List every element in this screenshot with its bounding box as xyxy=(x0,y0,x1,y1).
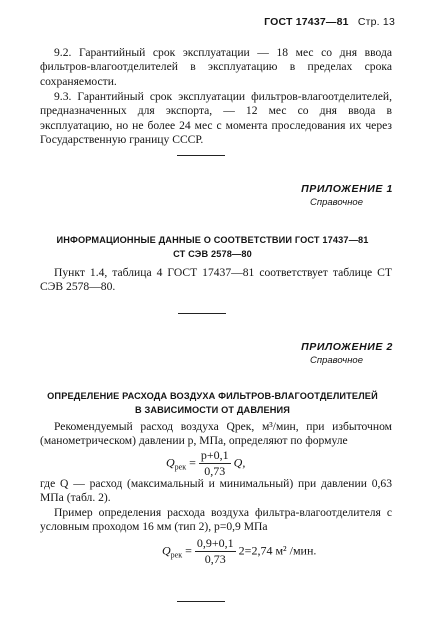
formula-example xyxy=(162,536,316,567)
formula-fraction xyxy=(195,536,236,567)
formula-recommended-flow xyxy=(166,448,245,479)
formula-lhs: Q xyxy=(166,455,175,470)
appendix-1-note: Справочное xyxy=(310,197,363,208)
appendix-1-heading-line-2: СТ СЭВ 2578—80 xyxy=(173,249,252,259)
appendix-1-text: Пункт 1.4, таблица 4 ГОСТ 17437—81 соответствует таблице СТ СЭВ 2578—80. xyxy=(40,266,392,294)
appendix-1-heading-line-1: ИНФОРМАЦИОННЫЕ ДАННЫЕ О СООТВЕТСТВИИ ГОСТ 17437—81 xyxy=(56,235,369,245)
formula-fraction xyxy=(199,448,231,479)
formula-result: 2=2,74 м² /мин. xyxy=(238,543,317,558)
page-header xyxy=(264,16,395,28)
formula-equals: = xyxy=(189,455,196,470)
paragraph-9-3: 9.3. Гарантийный срок эксплуатации фильтров-влагоотделителей, предназначенных для экспорта, — 12 мес со дня ввода в эксплуатацию, но не более 24 мес с момента проследования их через Государственную границу СССР. xyxy=(40,90,392,147)
formula-tail: Q, xyxy=(233,455,246,470)
appendix-2-note: Справочное xyxy=(310,355,363,366)
appendix-2-label: ПРИЛОЖЕНИЕ 2 xyxy=(301,341,393,353)
formula-lhs-subscript: рек xyxy=(170,550,183,560)
formula-denominator: 0,73 xyxy=(204,552,226,566)
appendix-1-label: ПРИЛОЖЕНИЕ 1 xyxy=(301,183,393,195)
appendix-2-heading-line-2: В ЗАВИСИМОСТИ ОТ ДАВЛЕНИЯ xyxy=(134,405,291,415)
formula-numerator: p+0,1 xyxy=(200,448,229,462)
appendix-1-heading xyxy=(30,233,395,261)
appendix-2-where: где Q — расход (максимальный и минимальный) при давлении 0,63 МПа (табл. 2). xyxy=(40,477,392,505)
appendix-2-heading xyxy=(30,389,395,417)
appendix-2-heading-line-1: ОПРЕДЕЛЕНИЕ РАСХОДА ВОЗДУХА ФИЛЬТРОВ-ВЛАГООТДЕЛИТЕЛЕЙ xyxy=(47,391,378,401)
formula-lhs: Q xyxy=(162,543,171,558)
appendix-2-example: Пример определения расхода воздуха фильтра-влагоотделителя с условным проходом 16 мм (тип 2), p=0,9 МПа xyxy=(40,506,392,534)
document-title: ГОСТ 17437—81 xyxy=(264,16,349,28)
formula-denominator: 0,73 xyxy=(204,464,226,478)
divider xyxy=(178,313,226,314)
divider xyxy=(177,601,225,602)
formula-lhs-subscript: рек xyxy=(174,462,187,472)
appendix-2-intro: Рекомендуемый расход воздуха Qрек, м³/мин, при избыточном (манометрическом) давлении p, МПа, определяют по формуле xyxy=(40,420,392,448)
page-number: Стр. 13 xyxy=(357,16,395,28)
formula-numerator: 0,9+0,1 xyxy=(196,536,234,550)
formula-equals: = xyxy=(185,543,192,558)
paragraph-9-2: 9.2. Гарантийный срок эксплуатации — 18 мес со дня ввода фильтров-влагоотделителей в эксплуатацию в пределах срока сохраняемости. xyxy=(40,46,392,88)
divider xyxy=(177,155,225,156)
